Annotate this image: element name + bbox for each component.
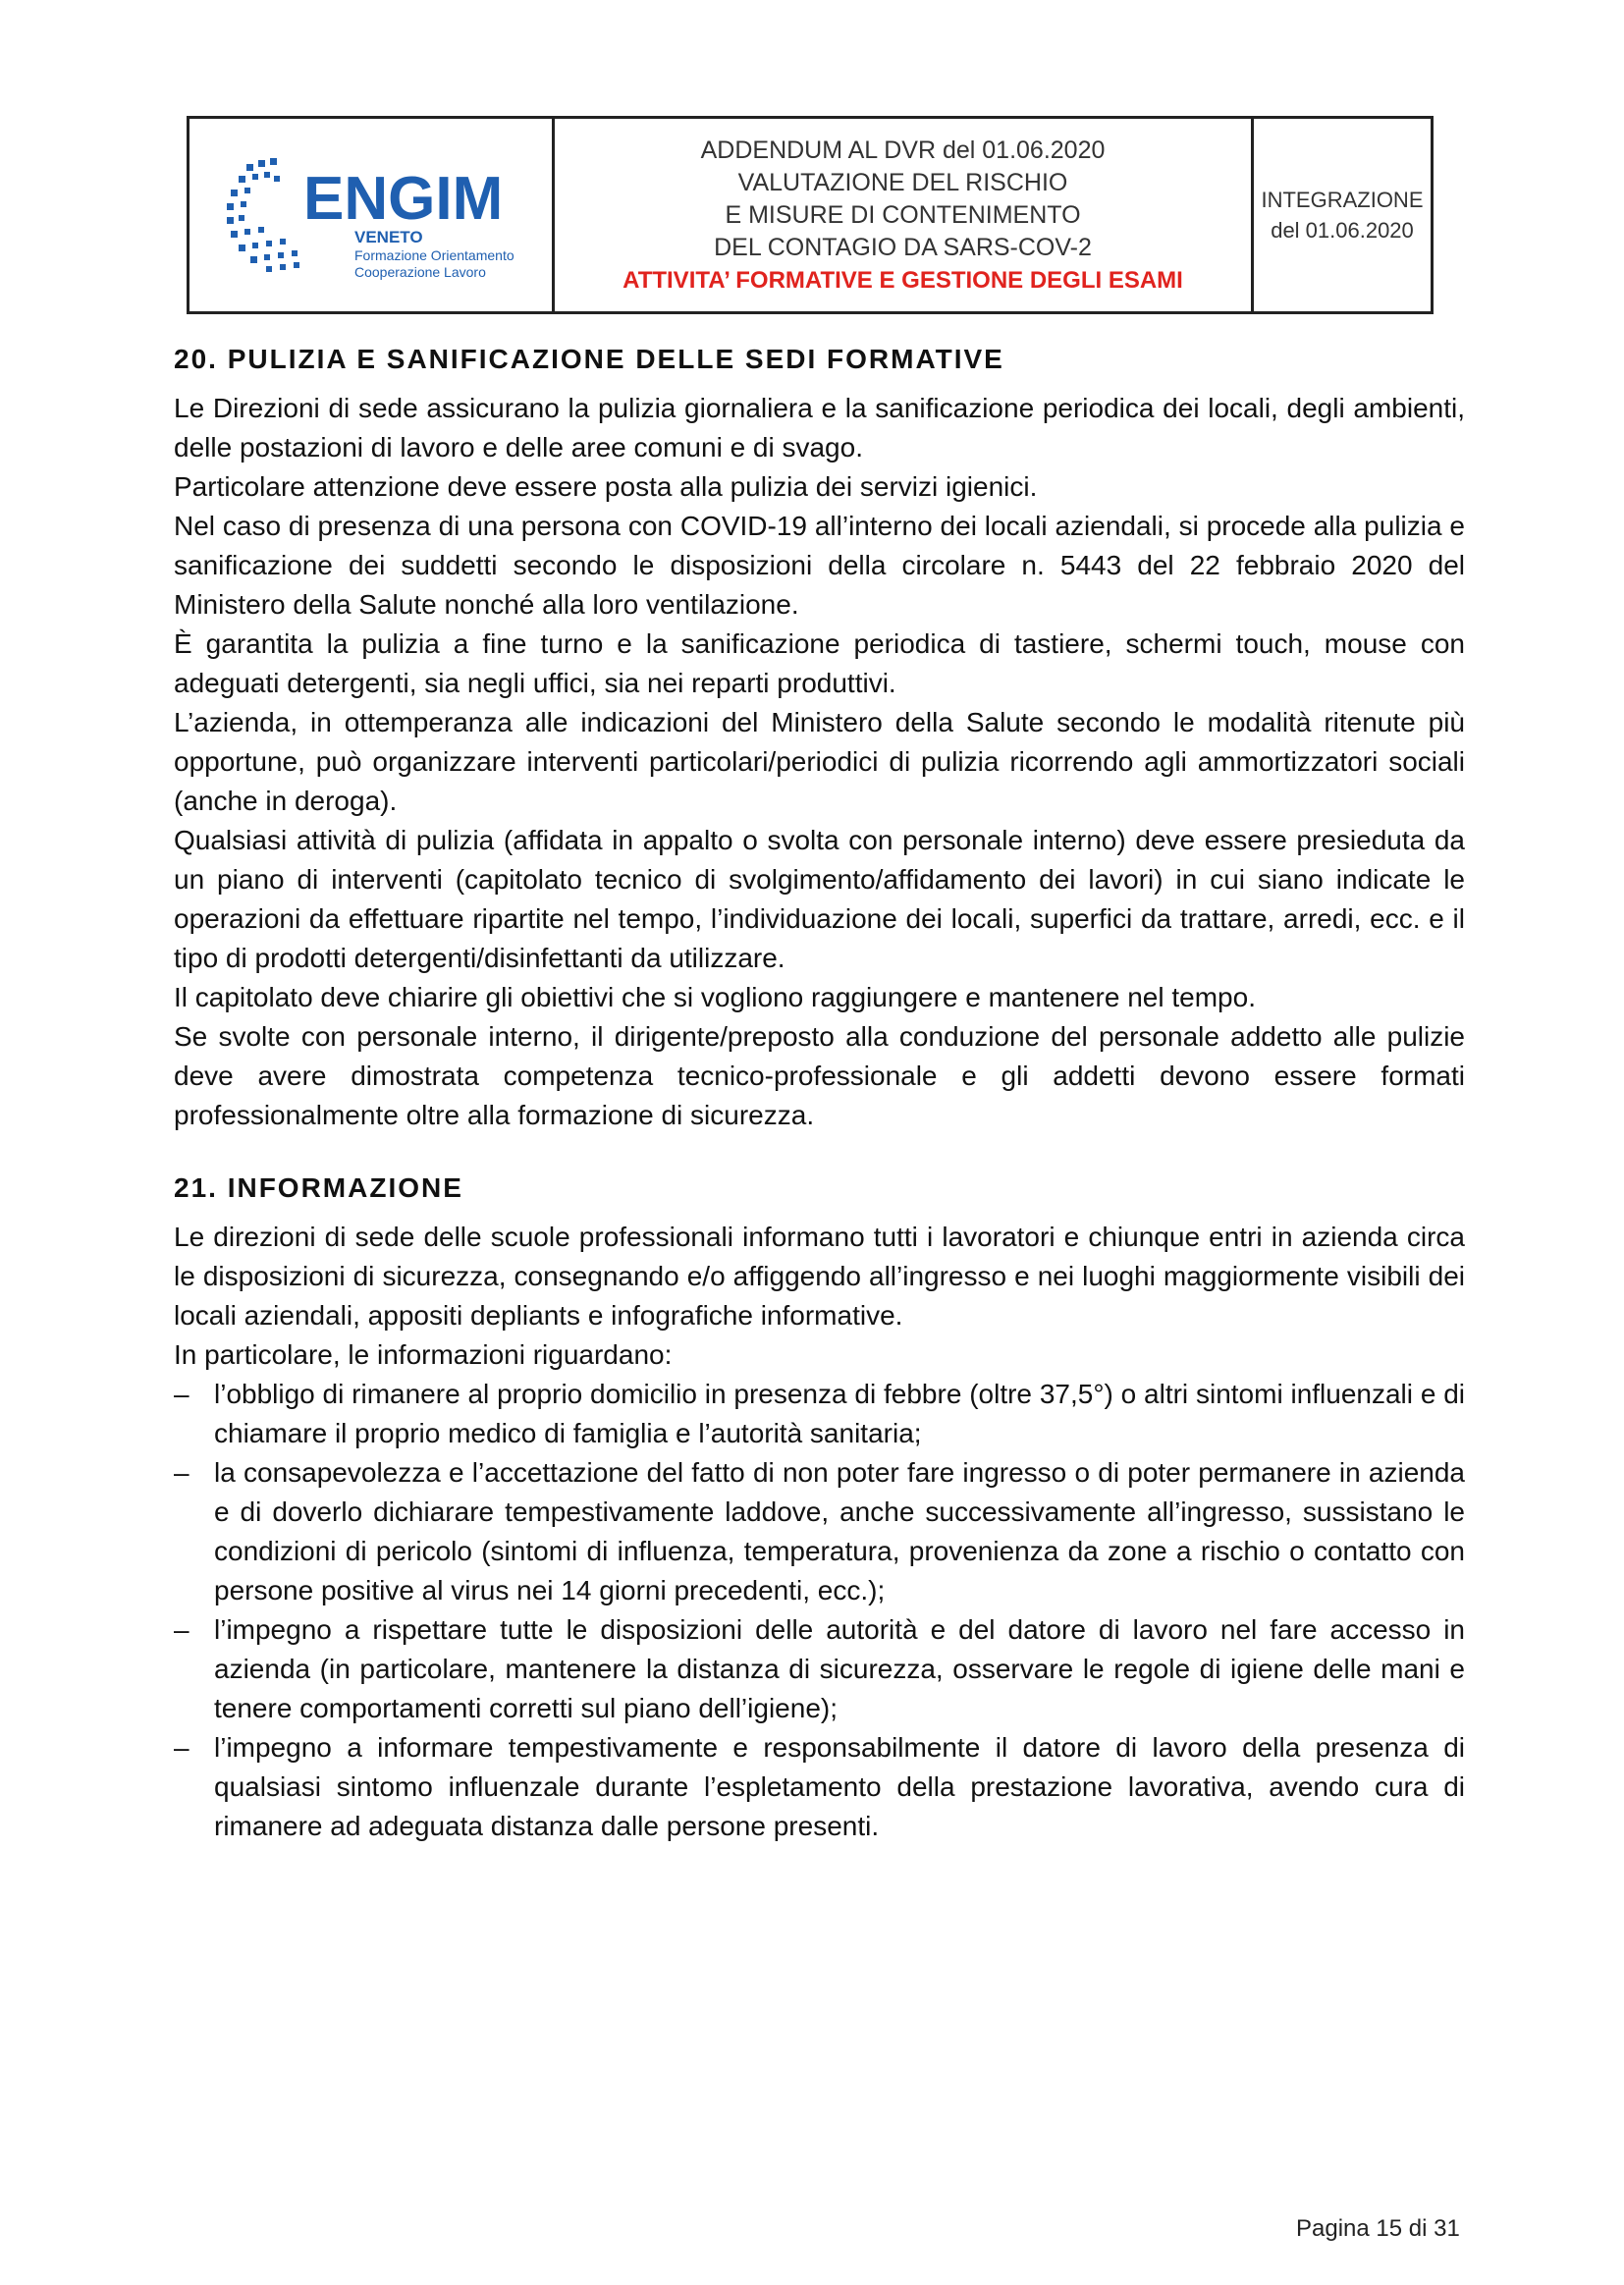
paragraph: Le direzioni di sede delle scuole professionali informano tutti i lavoratori e chiunque entri in azienda circa le disposizioni di sicurezza, consegnando e/o affiggendo all’ingresso e nei luoghi maggiormente visibili dei locali aziendali, appositi depliants e infografiche informative. [174,1222,1465,1331]
list-item-text: l’impegno a informare tempestivamente e responsabilmente il datore di lavoro della presenza di qualsiasi sintomo influenzale durante l’espletamento della prestazione lavorativa, avendo cura di rimanere ad adeguata distanza dalle persone presenti. [214,1732,1465,1841]
list-item-text: l’obbligo di rimanere al proprio domicilio in presenza di febbre (oltre 37,5°) o altri sintomi influenzali e di chiamare il proprio medico di famiglia e l’autorità sanitaria; [214,1379,1465,1448]
logo-cell [189,119,555,311]
header-title-line: ADDENDUM AL DVR del 01.06.2020 [700,136,1106,164]
dash-bullet-icon: – [174,1732,189,1763]
dots-pattern-icon [227,158,299,272]
engim-logo [209,146,533,284]
svg-text:VENETO: VENETO [353,228,423,246]
paragraph: Se svolte con personale interno, il dirigente/preposto alla conduzione del personale addetto alle pulizie deve avere dimostrata competenza tecnico-professionale e gli addetti devono essere formati professionalmente oltre alla formazione di sicurezza. [174,1021,1465,1130]
list-item-text: la consapevolezza e l’accettazione del fatto di non poter fare ingresso o di poter permanere in azienda e di doverlo dichiarare tempestivamente laddove, anche successivamente all’ingresso, sussistano le condizioni di pericolo (sintomi di influenza, temperatura, provenienza da zone a rischio o contatto con persone positive al virus nei 14 giorni precedenti, ecc.); [214,1457,1465,1605]
integration-date: del 01.06.2020 [1271,218,1414,243]
header-subtitle: ATTIVITA’ FORMATIVE E GESTIONE DEGLI ESAMI [623,266,1183,294]
header-title-line: E MISURE DI CONTENIMENTO [725,200,1081,229]
dash-bullet-icon: – [174,1379,189,1409]
section-20 [174,344,1465,1135]
dash-bullet-icon: – [174,1457,189,1488]
list-item [174,1728,1465,1846]
info-list [174,1375,1465,1846]
document-body [174,344,1465,1846]
paragraph: In particolare, le informazioni riguardano: [174,1339,673,1370]
paragraph: È garantita la pulizia a fine turno e la sanificazione periodica di tastiere, schermi touch, mouse con adeguati detergenti, sia negli uffici, sia nei reparti produttivi. [174,628,1465,698]
paragraph: Le Direzioni di sede assicurano la pulizia giornaliera e la sanificazione periodica dei locali, degli ambienti, delle postazioni di lavoro e delle aree comuni e di svago. [174,393,1465,462]
section-21 [174,1172,1465,1846]
list-item [174,1375,1465,1453]
section-heading: 21. INFORMAZIONE [174,1172,463,1203]
paragraph: L’azienda, in ottemperanza alle indicazioni del Ministero della Salute secondo le modalità ritenute più opportune, può organizzare interventi particolari/periodici di pulizia ricorrendo agli ammortizzatori sociali (anche in deroga). [174,707,1465,816]
paragraph: Il capitolato deve chiarire gli obiettivi che si vogliono raggiungere e mantenere nel tempo. [174,982,1256,1012]
document-header [187,116,1434,314]
integration-cell [1254,119,1431,311]
paragraph: Qualsiasi attività di pulizia (affidata in appalto o svolta con personale interno) deve essere presieduta da un piano di interventi (capitolato tecnico di svolgimento/affidamento dei lavori) in cui siano indicate le operazioni da effettuare ripartite nel tempo, l’individuazione dei locali, superfici da trattare, arredi, ecc. e il tipo di prodotti detergenti/disinfettanti da utilizzare. [174,825,1465,973]
paragraph: Particolare attenzione deve essere posta alla pulizia dei servizi igienici. [174,471,1038,502]
list-item [174,1610,1465,1728]
dash-bullet-icon: – [174,1614,189,1645]
svg-text:ENGIM: ENGIM [302,165,503,233]
integration-label: INTEGRAZIONE [1261,188,1424,212]
svg-text:Formazione Orientamento: Formazione Orientamento [353,247,514,263]
header-title-line: DEL CONTAGIO DA SARS-COV-2 [714,233,1092,261]
section-heading: 20. PULIZIA E SANIFICAZIONE DELLE SEDI FORMATIVE [174,344,1004,374]
header-title-cell [555,119,1254,311]
list-item-text: l’impegno a rispettare tutte le disposizioni delle autorità e del datore di lavoro nel fare accesso in azienda (in particolare, mantenere la distanza di sicurezza, osservare le regole di igiene delle mani e tenere comportamenti corretti sul piano dell’igiene); [214,1614,1465,1723]
page-number: Pagina 15 di 31 [1296,2215,1460,2242]
paragraph: Nel caso di presenza di una persona con COVID-19 all’interno dei locali aziendali, si procede alla pulizia e sanificazione dei suddetti secondo le disposizioni della circolare n. 5443 del 22 febbraio 2020 del Ministero della Salute nonché alla loro ventilazione. [174,511,1465,620]
list-item [174,1453,1465,1610]
svg-text:Cooperazione Lavoro: Cooperazione Lavoro [353,264,486,280]
header-title-line: VALUTAZIONE DEL RISCHIO [737,168,1068,196]
